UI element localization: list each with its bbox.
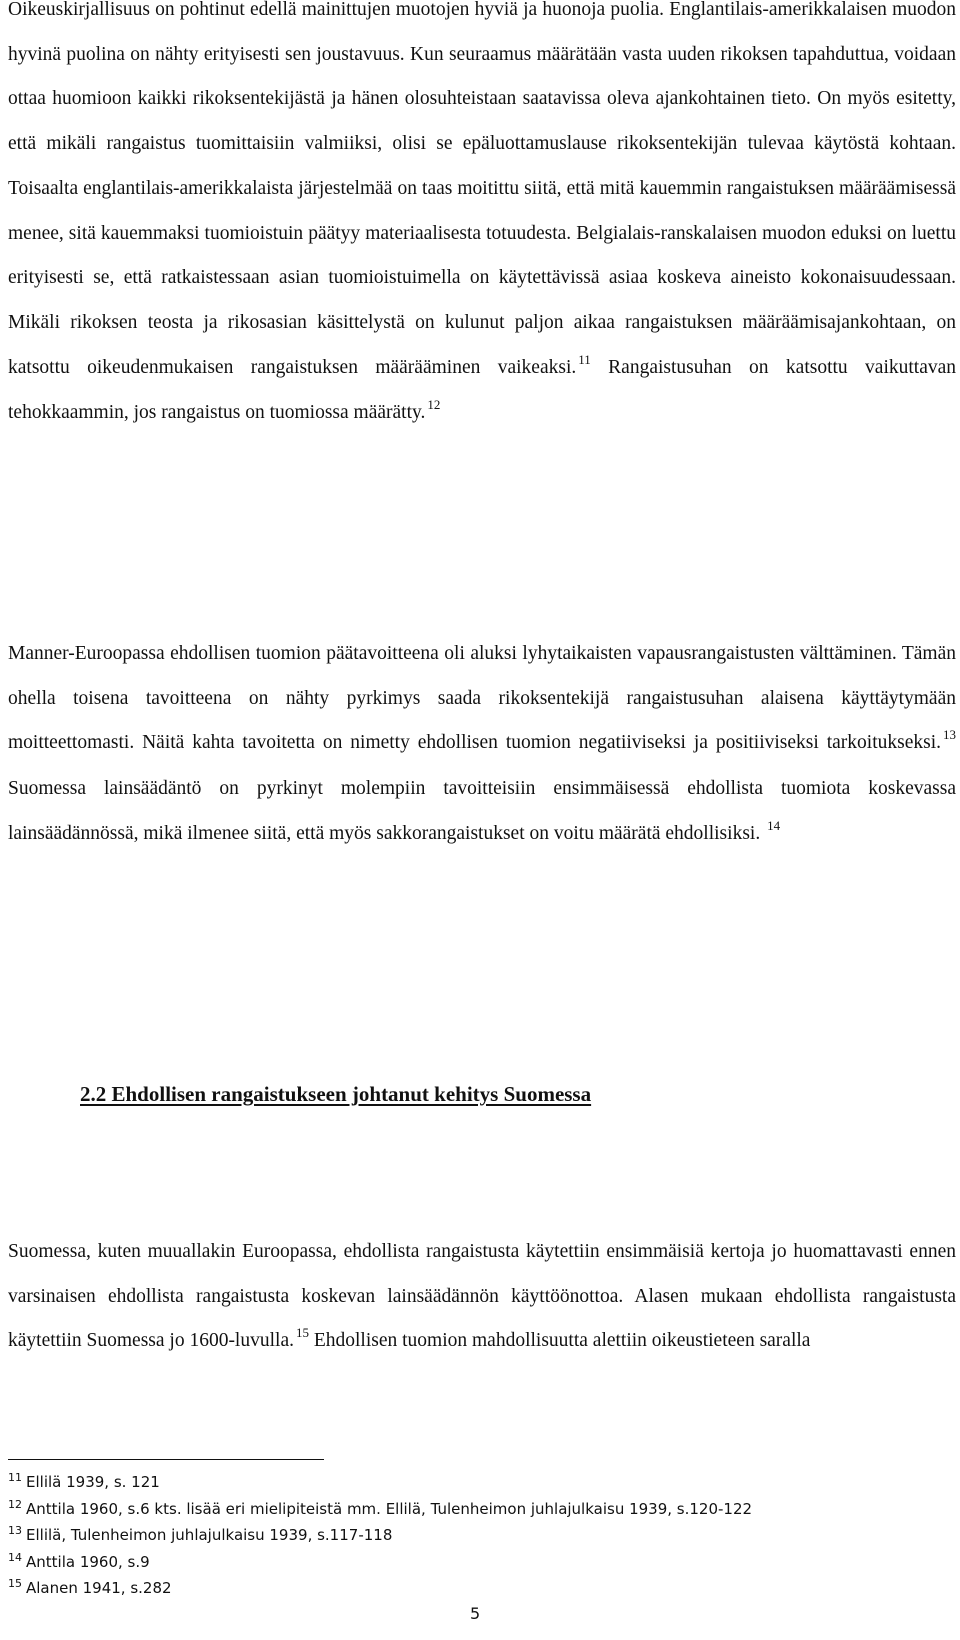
page-number: 5	[470, 1604, 481, 1623]
section-heading: 2.2 Ehdollisen rangaistukseen johtanut kehitys Suomessa	[80, 1082, 592, 1106]
footnote-number: 14	[8, 1550, 22, 1564]
footnote-list	[8, 1470, 752, 1603]
footnote-item	[8, 1576, 752, 1603]
body-paragraph	[8, 632, 956, 858]
body-paragraph	[8, 1230, 956, 1365]
paragraph-text: Rangaistusuhan on katsottu vaikuttavan tehokkaammin, jos rangaistus on tuomiossa määrätty.	[8, 356, 957, 424]
footnote-text: Anttila 1960, s.9	[26, 1552, 150, 1571]
footnote-text: Alanen 1941, s.282	[26, 1579, 172, 1598]
footnote-number: 13	[8, 1524, 22, 1538]
footnote-reference: 13	[943, 727, 956, 743]
footnote-item	[8, 1550, 752, 1577]
body-paragraph	[8, 0, 956, 437]
footnote-reference: 12	[427, 397, 441, 413]
paragraph-text: Ehdollisen tuomion mahdollisuutta alettiin oikeustieteen saralla	[308, 1330, 811, 1352]
paragraph-text: Oikeuskirjallisuus on pohtinut edellä mainittujen muotojen hyviä ja huonoja puolia. Englantilais-amerikkalaisen muodon hyvinä puolina on nähty erityisesti sen joustavuus. Kun seuraamus määrätään vasta uuden rikoksen tapahduttua, voidaan ottaa huomioon kaikki rikoksentekijästä ja hänen olosuhteistaan saatavissa oleva ajankohtainen tieto. On myös esitetty, että mikäli rangaistus tuomittaisiin valmiiksi, olisi se epäluottamuslause rikoksentekijän tulevaa käytöstä kohtaan. Toisaalta englantilais-amerikkalaista järjestelmää on taas moitittu siitä, että mitä kauemmin rangaistuksen määräämisessä menee, sitä kauemmaksi tuomioistuin päätyy materiaalisesta totuudesta. Belgialais-ranskalaisen muodon eduksi on luettu erityisesti se, että ratkaistessaan asian tuomioistuimella on käytettävissä asiaa koskeva aineisto kokonaisuudessaan. Mikäli rikoksen teosta ja rikosasian käsittelystä on kulunut paljon aikaa rangaistuksen määräämisajankohtaan, on katsottu oikeudenmukaisen rangaistuksen määrääminen vaikeaksi.	[8, 0, 956, 378]
footnote-reference: 14	[767, 817, 781, 833]
footnote-number: 12	[8, 1497, 22, 1511]
footnote-reference: 11	[578, 351, 591, 367]
paragraph-text: Suomessa lainsäädäntö on pyrkinyt molempiin tavoitteisiin ensimmäisessä ehdollista tuomiota koskevassa lainsäädännössä, mikä ilmenee siitä, että myös sakkorangaistukset on voitu määrätä ehdollisiksi.	[8, 778, 956, 844]
footnote-text: Ellilä 1939, s. 121	[26, 1473, 160, 1491]
footnote-number: 11	[8, 1471, 22, 1484]
footnote-text: Anttila 1960, s.6 kts. lisää eri mielipiteistä mm. Ellilä, Tulenheimon juhlajulkaisu 1939, s.120-122	[26, 1499, 753, 1518]
footnote-item	[8, 1523, 752, 1550]
footnote-item	[8, 1497, 752, 1524]
footnote-number: 15	[8, 1577, 22, 1591]
paragraph-text: Manner-Euroopassa ehdollisen tuomion päätavoitteena oli aluksi lyhytaikaisten vapausrangaistusten välttäminen. Tämän ohella toisena tavoitteena on nähty pyrkimys saada rikoksentekijä rangaistusuhan alaisena käyttäytymään moitteettomasti. Näitä kahta tavoitetta on nimetty ehdollisen tuomion negatiiviseksi ja positiiviseksi tarkoitukseksi.	[8, 643, 956, 754]
footnote-text: Ellilä, Tulenheimon juhlajulkaisu 1939, s.117-118	[26, 1526, 393, 1545]
paragraph-text: Suomessa, kuten muuallakin Euroopassa, ehdollista rangaistusta käytettiin ensimmäisiä kertoja jo huomattavasti ennen varsinaisen ehdollista rangaistusta koskevan lainsäädännön käyttöönottoa. Alasen mukaan ehdollista rangaistusta käytettiin Suomessa jo 1600-luvulla.	[8, 1241, 956, 1352]
footnote-item	[8, 1470, 752, 1497]
footnote-reference: 15	[295, 1325, 309, 1341]
footnote-separator	[8, 1459, 324, 1460]
